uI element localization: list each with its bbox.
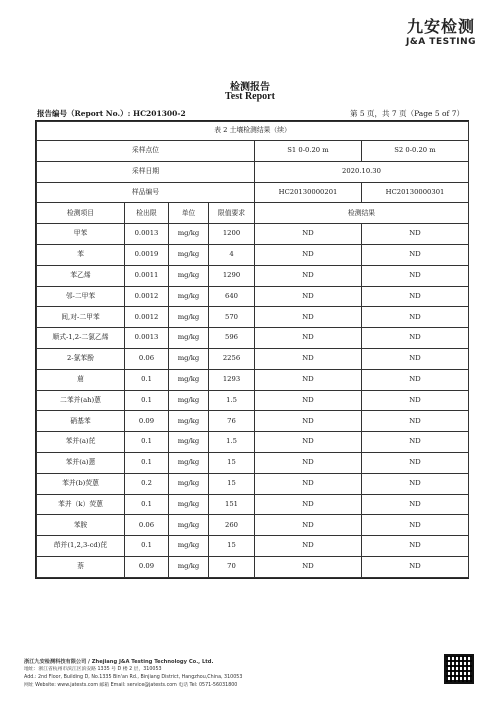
cell-result-s2: ND bbox=[362, 369, 469, 390]
cell-item: 苯并(b)荧蒽 bbox=[37, 473, 125, 494]
table-row bbox=[37, 536, 469, 557]
cell-unit: mg/kg bbox=[169, 494, 209, 515]
cell-limit: 1293 bbox=[209, 369, 255, 390]
cell-item: 邻-二甲苯 bbox=[37, 286, 125, 307]
cell-limit: 640 bbox=[209, 286, 255, 307]
cell-item: 2-氯苯酚 bbox=[37, 348, 125, 369]
table-row bbox=[37, 328, 469, 349]
cell-result-s1: ND bbox=[255, 369, 362, 390]
cell-item: 䓛 bbox=[37, 369, 125, 390]
cell-limit: 260 bbox=[209, 515, 255, 536]
cell-unit: mg/kg bbox=[169, 328, 209, 349]
cell-result-s1: ND bbox=[255, 286, 362, 307]
table-row bbox=[37, 369, 469, 390]
cell-limit: 596 bbox=[209, 328, 255, 349]
cell-result-s1: ND bbox=[255, 265, 362, 286]
cell-result-s1: ND bbox=[255, 536, 362, 557]
cell-result-s2: ND bbox=[362, 348, 469, 369]
cell-unit: mg/kg bbox=[169, 307, 209, 328]
cell-item: 苯乙烯 bbox=[37, 265, 125, 286]
cell-result-s2: ND bbox=[362, 286, 469, 307]
sampling-date-label: 采样日期 bbox=[37, 161, 255, 182]
cell-limit: 2256 bbox=[209, 348, 255, 369]
cell-unit: mg/kg bbox=[169, 473, 209, 494]
cell-limit: 15 bbox=[209, 452, 255, 473]
cell-limit: 1200 bbox=[209, 224, 255, 245]
cell-unit: mg/kg bbox=[169, 432, 209, 453]
cell-result-s1: ND bbox=[255, 307, 362, 328]
cell-unit: mg/kg bbox=[169, 452, 209, 473]
cell-result-s2: ND bbox=[362, 307, 469, 328]
cell-result-s2: ND bbox=[362, 411, 469, 432]
table-row bbox=[37, 307, 469, 328]
cell-result-s2: ND bbox=[362, 328, 469, 349]
cell-result-s2: ND bbox=[362, 556, 469, 577]
cell-result-s1: ND bbox=[255, 224, 362, 245]
table-caption: 表 2 土壤检测结果（续） bbox=[37, 122, 469, 141]
table-caption-row bbox=[37, 122, 469, 141]
cell-unit: mg/kg bbox=[169, 369, 209, 390]
cell-item: 顺式-1,2-二氯乙烯 bbox=[37, 328, 125, 349]
logo-cn-text: 九安检测 bbox=[407, 17, 476, 36]
cell-unit: mg/kg bbox=[169, 536, 209, 557]
cell-item: 苯 bbox=[37, 244, 125, 265]
table-row bbox=[37, 244, 469, 265]
page-indicator: 第 5 页，共 7 页（Page 5 of 7） bbox=[350, 109, 464, 118]
report-title-en: Test Report bbox=[225, 91, 275, 102]
table-row bbox=[37, 515, 469, 536]
cell-item: 苯并（k）荧蒽 bbox=[37, 494, 125, 515]
cell-item: 苯并(a)蒽 bbox=[37, 452, 125, 473]
table-row bbox=[37, 473, 469, 494]
cell-limit: 151 bbox=[209, 494, 255, 515]
sample-number-label: 样品编号 bbox=[37, 182, 255, 203]
cell-limit: 1.5 bbox=[209, 390, 255, 411]
cell-result-s1: ND bbox=[255, 432, 362, 453]
cell-unit: mg/kg bbox=[169, 411, 209, 432]
cell-detection-limit: 0.09 bbox=[125, 411, 169, 432]
cell-result-s1: ND bbox=[255, 473, 362, 494]
sampling-point-s2: S2 0-0.20 m bbox=[362, 141, 469, 162]
cell-limit: 1.5 bbox=[209, 432, 255, 453]
qr-code-icon bbox=[444, 654, 474, 684]
cell-detection-limit: 0.0012 bbox=[125, 307, 169, 328]
sampling-date-row bbox=[37, 161, 469, 182]
cell-item: 苯胺 bbox=[37, 515, 125, 536]
cell-detection-limit: 0.1 bbox=[125, 369, 169, 390]
cell-result-s1: ND bbox=[255, 515, 362, 536]
cell-detection-limit: 0.1 bbox=[125, 494, 169, 515]
cell-result-s2: ND bbox=[362, 432, 469, 453]
cell-limit: 1290 bbox=[209, 265, 255, 286]
cell-limit: 4 bbox=[209, 244, 255, 265]
cell-result-s2: ND bbox=[362, 390, 469, 411]
header-item: 检测项目 bbox=[37, 203, 125, 224]
report-title-cn: 检测报告 bbox=[230, 82, 270, 93]
cell-unit: mg/kg bbox=[169, 556, 209, 577]
soil-results-table bbox=[36, 121, 469, 578]
cell-limit: 15 bbox=[209, 473, 255, 494]
table-row bbox=[37, 286, 469, 307]
cell-result-s1: ND bbox=[255, 411, 362, 432]
cell-result-s2: ND bbox=[362, 536, 469, 557]
cell-detection-limit: 0.0011 bbox=[125, 265, 169, 286]
table-row bbox=[37, 494, 469, 515]
cell-item: 苯并(a)芘 bbox=[37, 432, 125, 453]
cell-unit: mg/kg bbox=[169, 286, 209, 307]
cell-result-s1: ND bbox=[255, 328, 362, 349]
cell-limit: 76 bbox=[209, 411, 255, 432]
cell-item: 萘 bbox=[37, 556, 125, 577]
cell-result-s2: ND bbox=[362, 473, 469, 494]
footer-company: 浙江九安检测科技有限公司 / Zhejiang J&A Testing Technology Co., Ltd. bbox=[24, 659, 214, 665]
cell-result-s2: ND bbox=[362, 452, 469, 473]
sampling-point-label: 采样点位 bbox=[37, 141, 255, 162]
table-row bbox=[37, 348, 469, 369]
sampling-point-row bbox=[37, 141, 469, 162]
cell-limit: 15 bbox=[209, 536, 255, 557]
report-number: 报告编号（Report No.）: HC201300-2 bbox=[37, 109, 186, 118]
cell-result-s2: ND bbox=[362, 265, 469, 286]
header-limit: 限值要求 bbox=[209, 203, 255, 224]
footer-contact: 网址 Website: www.jatests.com 邮箱 Email: service@jatests.com 电话 Tel: 0571-56031800 bbox=[24, 683, 238, 688]
cell-result-s2: ND bbox=[362, 224, 469, 245]
footer-address-en: Add.: 2nd Floor, Building D, No.1335 Bin'an Rd., Binjiang District, Hangzhou,China, 310053 bbox=[24, 675, 243, 680]
cell-result-s1: ND bbox=[255, 452, 362, 473]
cell-detection-limit: 0.1 bbox=[125, 432, 169, 453]
table-row bbox=[37, 411, 469, 432]
sample-number-row bbox=[37, 182, 469, 203]
cell-unit: mg/kg bbox=[169, 515, 209, 536]
table-row bbox=[37, 556, 469, 577]
cell-result-s1: ND bbox=[255, 244, 362, 265]
cell-result-s2: ND bbox=[362, 494, 469, 515]
table-row bbox=[37, 452, 469, 473]
cell-item: 甲苯 bbox=[37, 224, 125, 245]
cell-unit: mg/kg bbox=[169, 348, 209, 369]
table-header-row bbox=[37, 203, 469, 224]
footer-address-cn: 地址：浙江省杭州市滨江区滨安路 1335 号 D 楼 2 层，310053 bbox=[24, 667, 162, 672]
table-row bbox=[37, 390, 469, 411]
cell-detection-limit: 0.1 bbox=[125, 390, 169, 411]
header-unit: 单位 bbox=[169, 203, 209, 224]
cell-unit: mg/kg bbox=[169, 390, 209, 411]
header-detection-limit: 检出限 bbox=[125, 203, 169, 224]
cell-result-s1: ND bbox=[255, 556, 362, 577]
cell-item: 茚并(1,2,3-cd)芘 bbox=[37, 536, 125, 557]
cell-result-s1: ND bbox=[255, 494, 362, 515]
cell-detection-limit: 0.0013 bbox=[125, 328, 169, 349]
logo-en-text: J&A TESTING bbox=[406, 37, 476, 47]
cell-detection-limit: 0.1 bbox=[125, 452, 169, 473]
cell-detection-limit: 0.2 bbox=[125, 473, 169, 494]
cell-result-s2: ND bbox=[362, 244, 469, 265]
cell-detection-limit: 0.1 bbox=[125, 536, 169, 557]
cell-item: 间,对-二甲苯 bbox=[37, 307, 125, 328]
cell-unit: mg/kg bbox=[169, 224, 209, 245]
cell-result-s1: ND bbox=[255, 390, 362, 411]
sample-number-1: HC20130000201 bbox=[255, 182, 362, 203]
sampling-date-value: 2020.10.30 bbox=[255, 161, 469, 182]
cell-item: 硝基苯 bbox=[37, 411, 125, 432]
header-result: 检测结果 bbox=[255, 203, 469, 224]
table-row bbox=[37, 224, 469, 245]
cell-limit: 570 bbox=[209, 307, 255, 328]
cell-unit: mg/kg bbox=[169, 244, 209, 265]
page-footer bbox=[24, 658, 424, 690]
cell-detection-limit: 0.0013 bbox=[125, 224, 169, 245]
company-logo bbox=[406, 14, 476, 47]
sample-number-2: HC20130000301 bbox=[362, 182, 469, 203]
table-row bbox=[37, 265, 469, 286]
cell-limit: 70 bbox=[209, 556, 255, 577]
table-row bbox=[37, 432, 469, 453]
cell-detection-limit: 0.06 bbox=[125, 348, 169, 369]
cell-item: 二苯并(ah)蒽 bbox=[37, 390, 125, 411]
cell-detection-limit: 0.06 bbox=[125, 515, 169, 536]
cell-detection-limit: 0.09 bbox=[125, 556, 169, 577]
cell-unit: mg/kg bbox=[169, 265, 209, 286]
results-table-container bbox=[35, 120, 469, 579]
sampling-point-s1: S1 0-0.20 m bbox=[255, 141, 362, 162]
cell-detection-limit: 0.0019 bbox=[125, 244, 169, 265]
cell-result-s1: ND bbox=[255, 348, 362, 369]
cell-detection-limit: 0.0012 bbox=[125, 286, 169, 307]
cell-result-s2: ND bbox=[362, 515, 469, 536]
